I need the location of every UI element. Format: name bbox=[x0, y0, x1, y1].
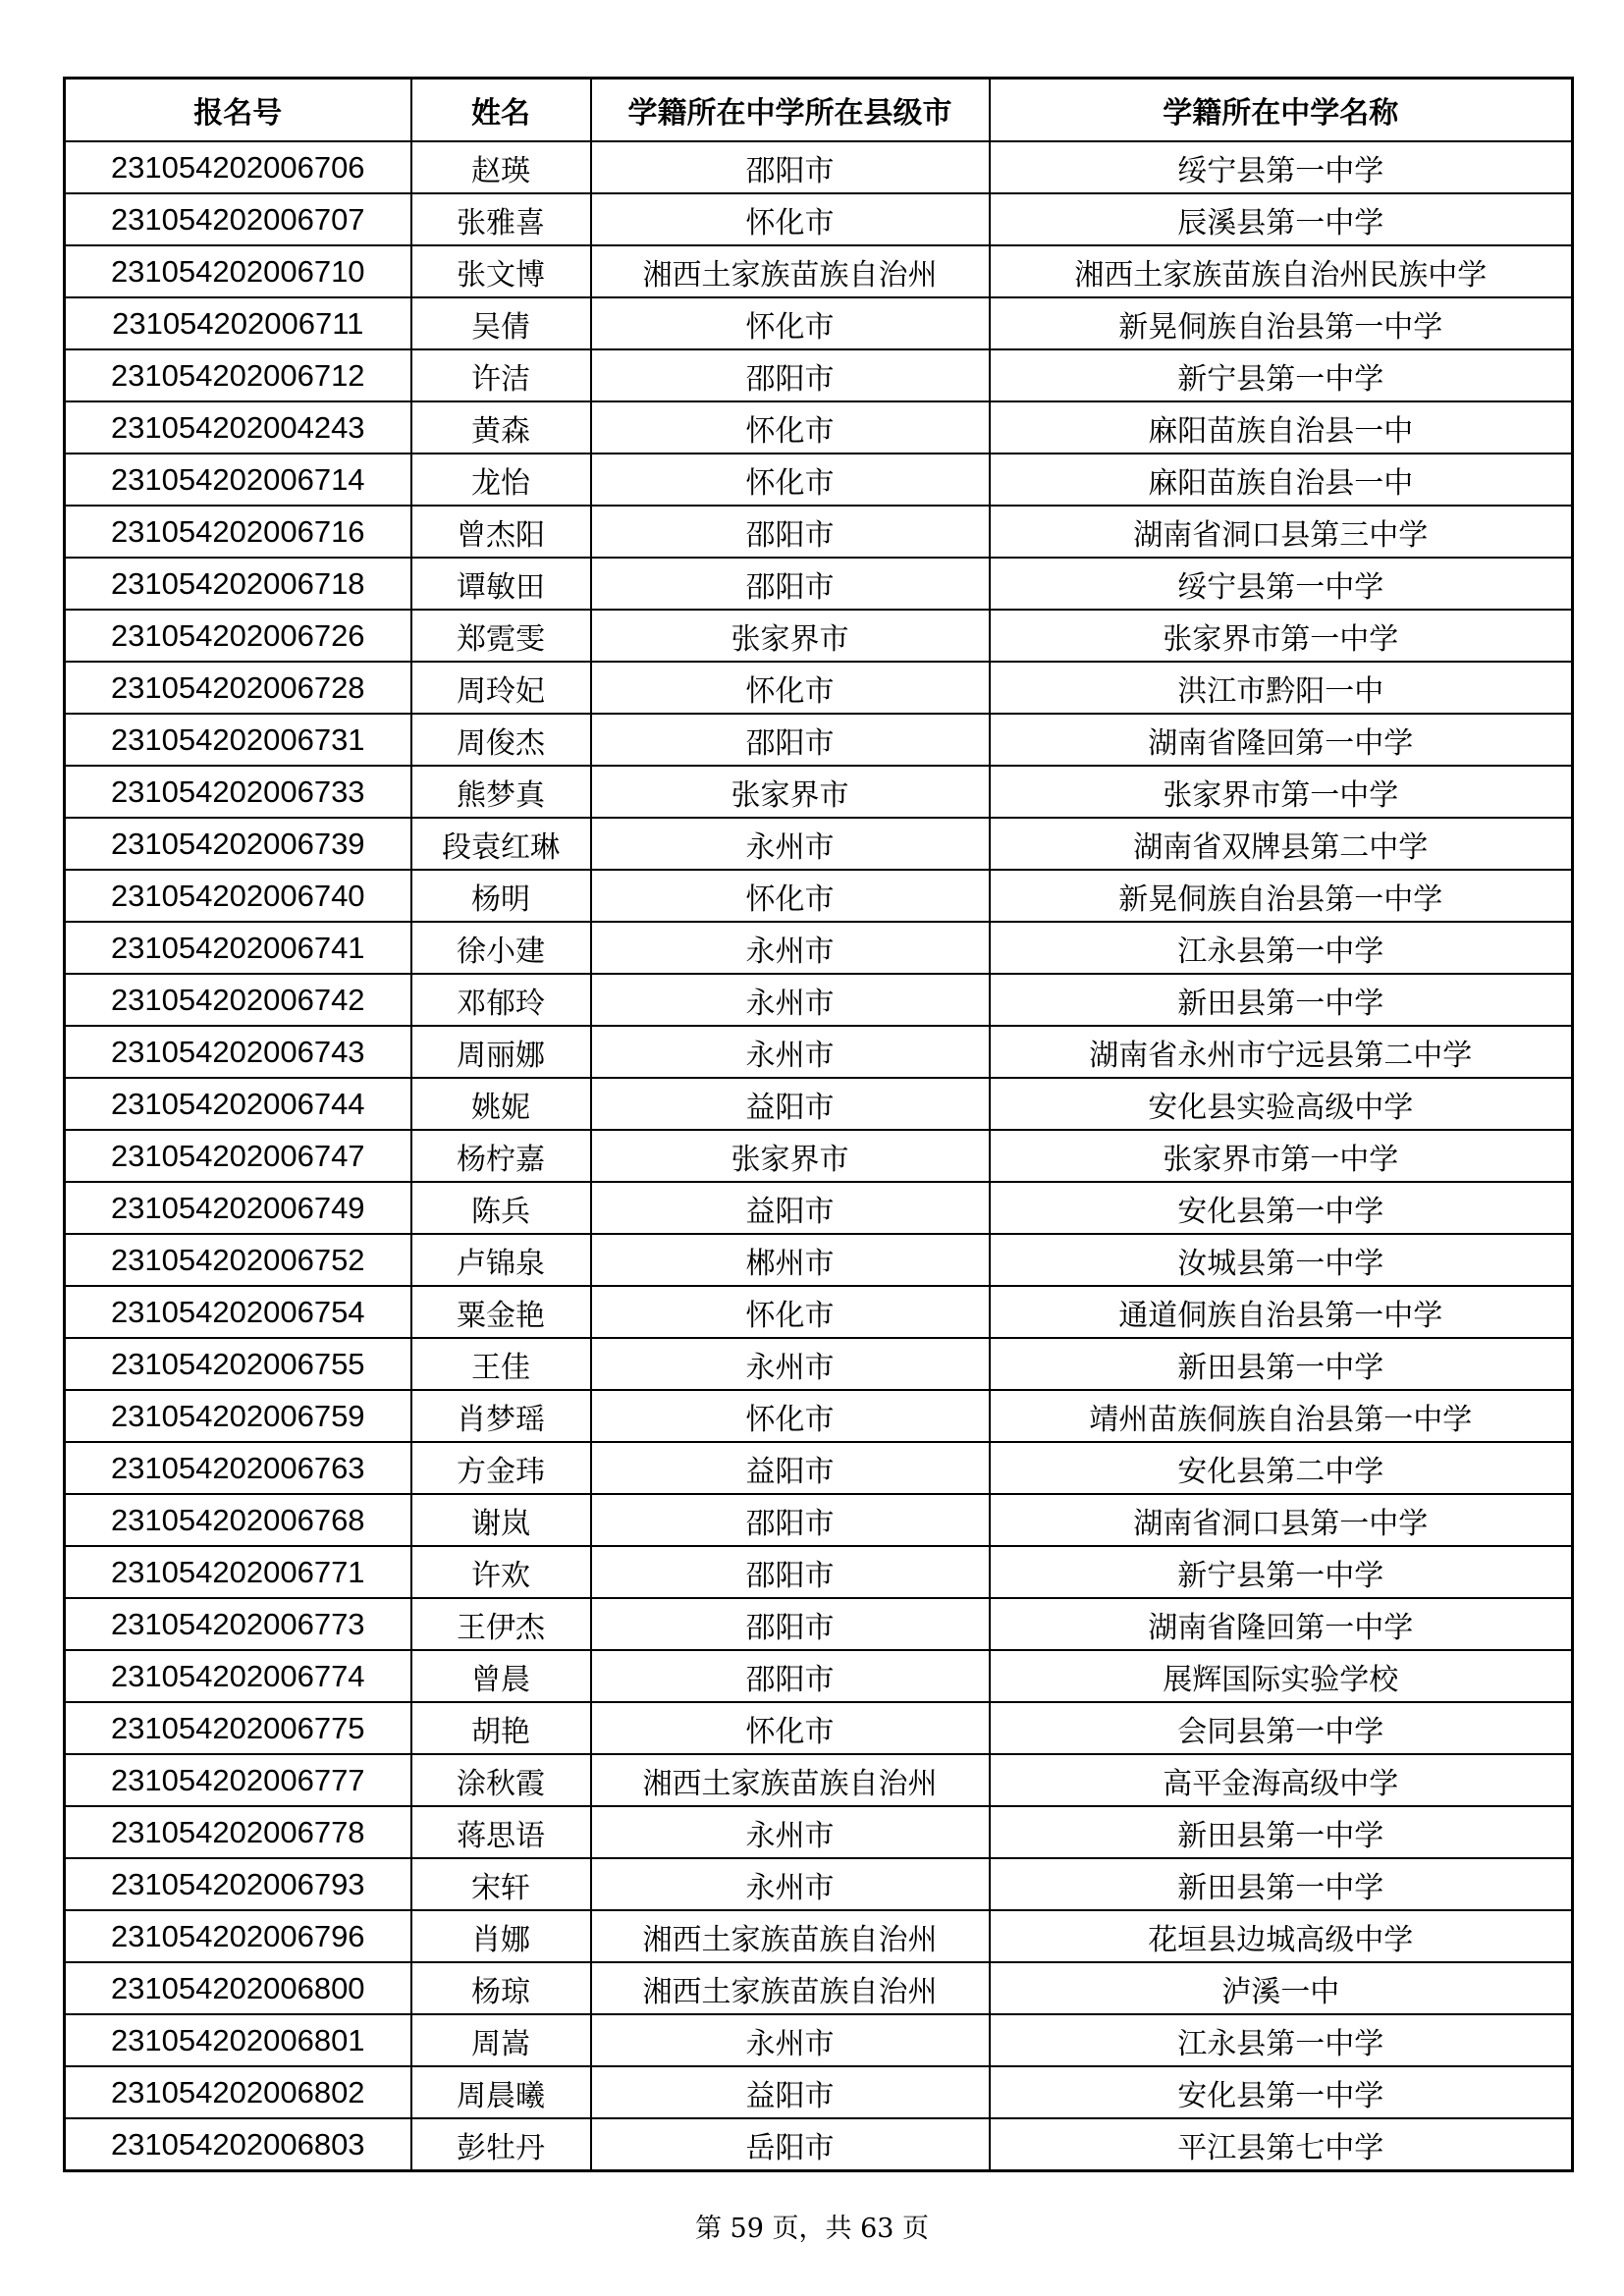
school-city-cell: 永州市 bbox=[591, 922, 990, 974]
school-name-cell: 江永县第一中学 bbox=[990, 2014, 1573, 2066]
school-city-cell: 怀化市 bbox=[591, 1390, 990, 1442]
table-row bbox=[65, 1078, 1573, 1130]
school-city-cell: 张家界市 bbox=[591, 1130, 990, 1182]
roster-body bbox=[65, 141, 1573, 2171]
table-row bbox=[65, 193, 1573, 245]
school-city-cell: 怀化市 bbox=[591, 870, 990, 922]
roster-sheet bbox=[63, 77, 1571, 2172]
registration-number-cell: 231054202006740 bbox=[65, 870, 411, 922]
registration-number-cell: 231054202006774 bbox=[65, 1650, 411, 1702]
student-name-cell: 卢锦泉 bbox=[411, 1234, 591, 1286]
school-city-cell: 永州市 bbox=[591, 1806, 990, 1858]
school-city-cell: 怀化市 bbox=[591, 1702, 990, 1754]
school-name-cell: 湖南省隆回第一中学 bbox=[990, 1598, 1573, 1650]
registration-number-cell: 231054202006796 bbox=[65, 1910, 411, 1962]
table-row bbox=[65, 1286, 1573, 1338]
table-row bbox=[65, 974, 1573, 1026]
registration-number-cell: 231054202006726 bbox=[65, 610, 411, 662]
header-school-city: 学籍所在中学所在县级市 bbox=[591, 79, 990, 142]
student-name-cell: 杨柠嘉 bbox=[411, 1130, 591, 1182]
registration-number-cell: 231054202006793 bbox=[65, 1858, 411, 1910]
school-city-cell: 郴州市 bbox=[591, 1234, 990, 1286]
registration-number-cell: 231054202006747 bbox=[65, 1130, 411, 1182]
school-name-cell: 新田县第一中学 bbox=[990, 1338, 1573, 1390]
registration-number-cell: 231054202006712 bbox=[65, 349, 411, 401]
registration-number-cell: 231054202006731 bbox=[65, 714, 411, 766]
school-city-cell: 张家界市 bbox=[591, 766, 990, 818]
student-name-cell: 许欢 bbox=[411, 1546, 591, 1598]
student-name-cell: 龙怡 bbox=[411, 454, 591, 506]
student-name-cell: 徐小建 bbox=[411, 922, 591, 974]
school-city-cell: 怀化市 bbox=[591, 193, 990, 245]
student-name-cell: 王佳 bbox=[411, 1338, 591, 1390]
school-city-cell: 邵阳市 bbox=[591, 141, 990, 193]
table-row bbox=[65, 1910, 1573, 1962]
registration-number-cell: 231054202006739 bbox=[65, 818, 411, 870]
header-name: 姓名 bbox=[411, 79, 591, 142]
school-city-cell: 怀化市 bbox=[591, 454, 990, 506]
table-row bbox=[65, 401, 1573, 454]
student-name-cell: 邓郁玲 bbox=[411, 974, 591, 1026]
student-name-cell: 张雅喜 bbox=[411, 193, 591, 245]
student-name-cell: 姚妮 bbox=[411, 1078, 591, 1130]
student-name-cell: 周嵩 bbox=[411, 2014, 591, 2066]
table-row bbox=[65, 245, 1573, 297]
student-name-cell: 张文博 bbox=[411, 245, 591, 297]
student-name-cell: 曾晨 bbox=[411, 1650, 591, 1702]
table-row bbox=[65, 1858, 1573, 1910]
school-city-cell: 湘西土家族苗族自治州 bbox=[591, 1754, 990, 1806]
school-city-cell: 永州市 bbox=[591, 818, 990, 870]
registration-number-cell: 231054202006773 bbox=[65, 1598, 411, 1650]
school-name-cell: 通道侗族自治县第一中学 bbox=[990, 1286, 1573, 1338]
student-name-cell: 郑霓雯 bbox=[411, 610, 591, 662]
student-name-cell: 王伊杰 bbox=[411, 1598, 591, 1650]
roster-table bbox=[63, 77, 1574, 2172]
table-row bbox=[65, 1234, 1573, 1286]
school-name-cell: 麻阳苗族自治县一中 bbox=[990, 401, 1573, 454]
school-city-cell: 岳阳市 bbox=[591, 2118, 990, 2171]
school-name-cell: 辰溪县第一中学 bbox=[990, 193, 1573, 245]
school-city-cell: 永州市 bbox=[591, 1026, 990, 1078]
student-name-cell: 吴倩 bbox=[411, 297, 591, 349]
school-name-cell: 靖州苗族侗族自治县第一中学 bbox=[990, 1390, 1573, 1442]
registration-number-cell: 231054202006763 bbox=[65, 1442, 411, 1494]
table-row bbox=[65, 558, 1573, 610]
registration-number-cell: 231054202006749 bbox=[65, 1182, 411, 1234]
registration-number-cell: 231054202006771 bbox=[65, 1546, 411, 1598]
student-name-cell: 周玲妃 bbox=[411, 662, 591, 714]
registration-number-cell: 231054202006741 bbox=[65, 922, 411, 974]
registration-number-cell: 231054202006777 bbox=[65, 1754, 411, 1806]
school-name-cell: 会同县第一中学 bbox=[990, 1702, 1573, 1754]
school-name-cell: 绥宁县第一中学 bbox=[990, 558, 1573, 610]
school-name-cell: 湖南省洞口县第一中学 bbox=[990, 1494, 1573, 1546]
header-registration-number: 报名号 bbox=[65, 79, 411, 142]
student-name-cell: 宋轩 bbox=[411, 1858, 591, 1910]
school-city-cell: 湘西土家族苗族自治州 bbox=[591, 1962, 990, 2014]
registration-number-cell: 231054202004243 bbox=[65, 401, 411, 454]
school-city-cell: 邵阳市 bbox=[591, 714, 990, 766]
school-city-cell: 怀化市 bbox=[591, 297, 990, 349]
student-name-cell: 涂秋霞 bbox=[411, 1754, 591, 1806]
table-row bbox=[65, 1806, 1573, 1858]
school-name-cell: 湖南省洞口县第三中学 bbox=[990, 506, 1573, 558]
table-row bbox=[65, 1598, 1573, 1650]
registration-number-cell: 231054202006775 bbox=[65, 1702, 411, 1754]
table-row bbox=[65, 1338, 1573, 1390]
school-name-cell: 湖南省永州市宁远县第二中学 bbox=[990, 1026, 1573, 1078]
registration-number-cell: 231054202006714 bbox=[65, 454, 411, 506]
table-row bbox=[65, 1702, 1573, 1754]
student-name-cell: 熊梦真 bbox=[411, 766, 591, 818]
student-name-cell: 胡艳 bbox=[411, 1702, 591, 1754]
student-name-cell: 曾杰阳 bbox=[411, 506, 591, 558]
registration-number-cell: 231054202006802 bbox=[65, 2066, 411, 2118]
table-row bbox=[65, 1390, 1573, 1442]
school-city-cell: 永州市 bbox=[591, 1858, 990, 1910]
registration-number-cell: 231054202006800 bbox=[65, 1962, 411, 2014]
table-row bbox=[65, 454, 1573, 506]
student-name-cell: 蒋思语 bbox=[411, 1806, 591, 1858]
student-name-cell: 杨明 bbox=[411, 870, 591, 922]
table-row bbox=[65, 141, 1573, 193]
table-row bbox=[65, 610, 1573, 662]
registration-number-cell: 231054202006801 bbox=[65, 2014, 411, 2066]
school-name-cell: 新田县第一中学 bbox=[990, 1858, 1573, 1910]
table-row bbox=[65, 1650, 1573, 1702]
school-name-cell: 新田县第一中学 bbox=[990, 1806, 1573, 1858]
school-name-cell: 张家界市第一中学 bbox=[990, 610, 1573, 662]
registration-number-cell: 231054202006752 bbox=[65, 1234, 411, 1286]
student-name-cell: 粟金艳 bbox=[411, 1286, 591, 1338]
student-name-cell: 黄森 bbox=[411, 401, 591, 454]
student-name-cell: 方金玮 bbox=[411, 1442, 591, 1494]
student-name-cell: 杨琼 bbox=[411, 1962, 591, 2014]
registration-number-cell: 231054202006755 bbox=[65, 1338, 411, 1390]
student-name-cell: 周俊杰 bbox=[411, 714, 591, 766]
registration-number-cell: 231054202006754 bbox=[65, 1286, 411, 1338]
table-row bbox=[65, 1026, 1573, 1078]
school-city-cell: 邵阳市 bbox=[591, 506, 990, 558]
student-name-cell: 段袁红琳 bbox=[411, 818, 591, 870]
table-row bbox=[65, 766, 1573, 818]
school-name-cell: 张家界市第一中学 bbox=[990, 1130, 1573, 1182]
table-row bbox=[65, 714, 1573, 766]
student-name-cell: 赵瑛 bbox=[411, 141, 591, 193]
table-row bbox=[65, 818, 1573, 870]
school-city-cell: 邵阳市 bbox=[591, 1598, 990, 1650]
table-row bbox=[65, 349, 1573, 401]
table-row bbox=[65, 1962, 1573, 2014]
school-name-cell: 新田县第一中学 bbox=[990, 974, 1573, 1026]
school-name-cell: 洪江市黔阳一中 bbox=[990, 662, 1573, 714]
school-city-cell: 益阳市 bbox=[591, 1078, 990, 1130]
school-name-cell: 泸溪一中 bbox=[990, 1962, 1573, 2014]
school-name-cell: 展辉国际实验学校 bbox=[990, 1650, 1573, 1702]
page-footer: 第 59 页，共 63 页 bbox=[694, 2214, 930, 2244]
registration-number-cell: 231054202006803 bbox=[65, 2118, 411, 2171]
student-name-cell: 周晨曦 bbox=[411, 2066, 591, 2118]
table-row bbox=[65, 1182, 1573, 1234]
table-row bbox=[65, 1546, 1573, 1598]
table-row bbox=[65, 2118, 1573, 2171]
registration-number-cell: 231054202006733 bbox=[65, 766, 411, 818]
registration-number-cell: 231054202006759 bbox=[65, 1390, 411, 1442]
school-name-cell: 安化县第一中学 bbox=[990, 2066, 1573, 2118]
school-city-cell: 益阳市 bbox=[591, 1442, 990, 1494]
school-name-cell: 安化县第一中学 bbox=[990, 1182, 1573, 1234]
table-row bbox=[65, 2066, 1573, 2118]
school-name-cell: 湘西土家族苗族自治州民族中学 bbox=[990, 245, 1573, 297]
table-row bbox=[65, 1130, 1573, 1182]
school-name-cell: 张家界市第一中学 bbox=[990, 766, 1573, 818]
registration-number-cell: 231054202006707 bbox=[65, 193, 411, 245]
school-name-cell: 新晃侗族自治县第一中学 bbox=[990, 870, 1573, 922]
student-name-cell: 周丽娜 bbox=[411, 1026, 591, 1078]
school-name-cell: 安化县第二中学 bbox=[990, 1442, 1573, 1494]
school-name-cell: 湖南省双牌县第二中学 bbox=[990, 818, 1573, 870]
table-row bbox=[65, 870, 1573, 922]
school-city-cell: 邵阳市 bbox=[591, 1546, 990, 1598]
student-name-cell: 谭敏田 bbox=[411, 558, 591, 610]
student-name-cell: 肖娜 bbox=[411, 1910, 591, 1962]
registration-number-cell: 231054202006728 bbox=[65, 662, 411, 714]
table-row bbox=[65, 662, 1573, 714]
school-city-cell: 怀化市 bbox=[591, 662, 990, 714]
registration-number-cell: 231054202006742 bbox=[65, 974, 411, 1026]
school-city-cell: 邵阳市 bbox=[591, 1650, 990, 1702]
student-name-cell: 谢岚 bbox=[411, 1494, 591, 1546]
registration-number-cell: 231054202006716 bbox=[65, 506, 411, 558]
school-city-cell: 永州市 bbox=[591, 1338, 990, 1390]
school-city-cell: 怀化市 bbox=[591, 1286, 990, 1338]
school-city-cell: 湘西土家族苗族自治州 bbox=[591, 245, 990, 297]
table-row bbox=[65, 506, 1573, 558]
registration-number-cell: 231054202006718 bbox=[65, 558, 411, 610]
table-row bbox=[65, 2014, 1573, 2066]
school-name-cell: 湖南省隆回第一中学 bbox=[990, 714, 1573, 766]
school-name-cell: 花垣县边城高级中学 bbox=[990, 1910, 1573, 1962]
school-name-cell: 麻阳苗族自治县一中 bbox=[990, 454, 1573, 506]
school-name-cell: 绥宁县第一中学 bbox=[990, 141, 1573, 193]
registration-number-cell: 231054202006710 bbox=[65, 245, 411, 297]
school-city-cell: 怀化市 bbox=[591, 401, 990, 454]
table-row bbox=[65, 297, 1573, 349]
school-name-cell: 安化县实验高级中学 bbox=[990, 1078, 1573, 1130]
student-name-cell: 许洁 bbox=[411, 349, 591, 401]
school-city-cell: 益阳市 bbox=[591, 2066, 990, 2118]
table-row bbox=[65, 1754, 1573, 1806]
school-name-cell: 新宁县第一中学 bbox=[990, 349, 1573, 401]
registration-number-cell: 231054202006768 bbox=[65, 1494, 411, 1546]
header-row bbox=[65, 79, 1573, 142]
school-name-cell: 新晃侗族自治县第一中学 bbox=[990, 297, 1573, 349]
school-name-cell: 汝城县第一中学 bbox=[990, 1234, 1573, 1286]
header-school-name: 学籍所在中学名称 bbox=[990, 79, 1573, 142]
registration-number-cell: 231054202006744 bbox=[65, 1078, 411, 1130]
school-city-cell: 邵阳市 bbox=[591, 1494, 990, 1546]
school-city-cell: 永州市 bbox=[591, 2014, 990, 2066]
school-city-cell: 湘西土家族苗族自治州 bbox=[591, 1910, 990, 1962]
student-name-cell: 肖梦瑶 bbox=[411, 1390, 591, 1442]
school-city-cell: 益阳市 bbox=[591, 1182, 990, 1234]
school-name-cell: 高平金海高级中学 bbox=[990, 1754, 1573, 1806]
table-row bbox=[65, 1494, 1573, 1546]
school-name-cell: 平江县第七中学 bbox=[990, 2118, 1573, 2171]
student-name-cell: 陈兵 bbox=[411, 1182, 591, 1234]
school-city-cell: 邵阳市 bbox=[591, 558, 990, 610]
school-city-cell: 张家界市 bbox=[591, 610, 990, 662]
registration-number-cell: 231054202006778 bbox=[65, 1806, 411, 1858]
table-row bbox=[65, 922, 1573, 974]
registration-number-cell: 231054202006743 bbox=[65, 1026, 411, 1078]
registration-number-cell: 231054202006706 bbox=[65, 141, 411, 193]
school-city-cell: 永州市 bbox=[591, 974, 990, 1026]
student-name-cell: 彭牡丹 bbox=[411, 2118, 591, 2171]
registration-number-cell: 231054202006711 bbox=[65, 297, 411, 349]
school-name-cell: 新宁县第一中学 bbox=[990, 1546, 1573, 1598]
school-name-cell: 江永县第一中学 bbox=[990, 922, 1573, 974]
table-row bbox=[65, 1442, 1573, 1494]
school-city-cell: 邵阳市 bbox=[591, 349, 990, 401]
